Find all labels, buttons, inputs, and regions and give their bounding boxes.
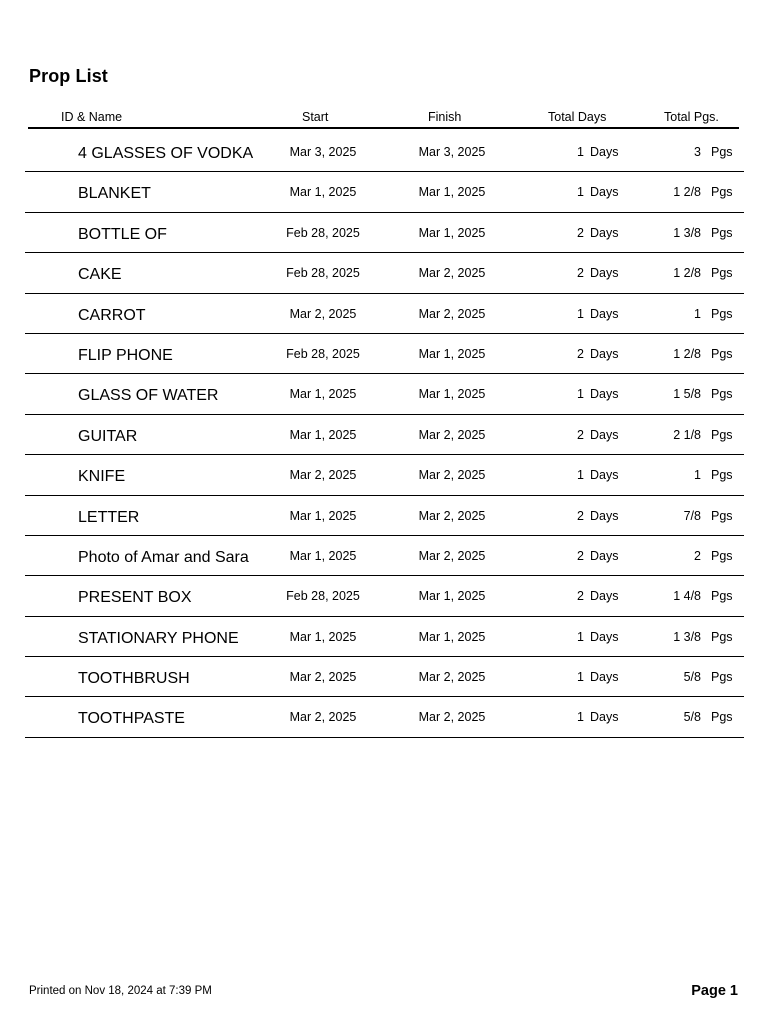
- table-row: [25, 132, 744, 172]
- total-pages: 1 3/8: [673, 629, 701, 644]
- prop-name: STATIONARY PHONE: [78, 629, 239, 647]
- total-days: 1: [577, 185, 584, 200]
- column-header-finish: Finish: [428, 110, 462, 124]
- prop-name: TOOTHPASTE: [78, 710, 185, 728]
- table-header: [28, 108, 739, 129]
- finish-date: Mar 1, 2025: [418, 589, 486, 604]
- days-unit: Days: [590, 266, 619, 281]
- table-row: [25, 415, 744, 455]
- pages-unit: Pgs: [711, 306, 733, 321]
- total-days: 1: [577, 670, 584, 685]
- total-pages: 1 2/8: [673, 185, 701, 200]
- prop-name: FLIP PHONE: [78, 346, 173, 364]
- table-row: [25, 455, 744, 495]
- table-row: [25, 496, 744, 536]
- total-days: 1: [577, 306, 584, 321]
- start-date: Feb 28, 2025: [286, 225, 360, 240]
- total-days: 1: [577, 145, 584, 159]
- finish-date: Mar 1, 2025: [418, 629, 486, 644]
- table-row: [25, 253, 744, 293]
- start-date: Mar 2, 2025: [289, 468, 357, 483]
- column-header-name: ID & Name: [61, 110, 123, 124]
- finish-date: Mar 2, 2025: [418, 548, 486, 563]
- start-date: Mar 2, 2025: [289, 710, 357, 725]
- pages-unit: Pgs: [711, 427, 733, 442]
- prop-name: CAKE: [78, 266, 122, 284]
- column-header-total-days: Total Days: [548, 110, 607, 124]
- total-pages: 1 4/8: [673, 589, 701, 604]
- start-date: Mar 1, 2025: [289, 508, 357, 523]
- page-number: Page 1: [691, 983, 738, 999]
- days-unit: Days: [590, 145, 619, 159]
- total-pages: 7/8: [683, 508, 701, 523]
- total-pages: 3: [694, 145, 701, 159]
- finish-date: Mar 2, 2025: [418, 427, 486, 442]
- total-pages: 5/8: [683, 710, 701, 725]
- total-days: 2: [577, 508, 584, 523]
- pages-unit: Pgs: [711, 589, 733, 604]
- total-pages: 1: [694, 468, 701, 483]
- days-unit: Days: [590, 629, 619, 644]
- finish-date: Mar 2, 2025: [418, 468, 486, 483]
- days-unit: Days: [590, 670, 619, 685]
- finish-date: Mar 2, 2025: [418, 670, 486, 685]
- pages-unit: Pgs: [711, 145, 733, 159]
- total-pages: 1 3/8: [673, 225, 701, 240]
- total-pages: 2: [694, 548, 701, 563]
- table-row: [25, 657, 744, 697]
- total-pages: 1 2/8: [673, 266, 701, 281]
- start-date: Mar 1, 2025: [289, 548, 357, 563]
- days-unit: Days: [590, 710, 619, 725]
- prop-name: 4 GLASSES OF VODKA: [78, 145, 254, 162]
- days-unit: Days: [590, 346, 619, 361]
- prop-name: LETTER: [78, 508, 140, 526]
- column-header-total-pgs: Total Pgs.: [664, 110, 719, 124]
- page-title: Prop List: [29, 66, 108, 86]
- prop-name: CARROT: [78, 306, 146, 324]
- total-days: 1: [577, 710, 584, 725]
- finish-date: Mar 1, 2025: [418, 225, 486, 240]
- table-row: [25, 617, 744, 657]
- prop-name: PRESENT BOX: [78, 589, 192, 607]
- start-date: Feb 28, 2025: [286, 589, 360, 604]
- finish-date: Mar 2, 2025: [418, 306, 486, 321]
- days-unit: Days: [590, 589, 619, 604]
- finish-date: Mar 1, 2025: [418, 346, 486, 361]
- total-days: 2: [577, 548, 584, 563]
- column-header-start: Start: [302, 110, 329, 124]
- total-pages: 1 5/8: [673, 387, 701, 402]
- pages-unit: Pgs: [711, 629, 733, 644]
- days-unit: Days: [590, 225, 619, 240]
- pages-unit: Pgs: [711, 468, 733, 483]
- finish-date: Mar 1, 2025: [418, 387, 486, 402]
- total-pages: 5/8: [683, 670, 701, 685]
- printed-timestamp: Printed on Nov 18, 2024 at 7:39 PM: [29, 985, 212, 997]
- total-days: 1: [577, 629, 584, 644]
- finish-date: Mar 2, 2025: [418, 710, 486, 725]
- prop-name: GLASS OF WATER: [78, 387, 219, 405]
- days-unit: Days: [590, 185, 619, 200]
- total-days: 2: [577, 346, 584, 361]
- table-row: [25, 374, 744, 414]
- table-row: [25, 697, 744, 737]
- prop-name: Photo of Amar and Sara: [78, 548, 249, 566]
- start-date: Mar 3, 2025: [289, 145, 357, 159]
- days-unit: Days: [590, 508, 619, 523]
- pages-unit: Pgs: [711, 710, 733, 725]
- prop-name: GUITAR: [78, 427, 138, 445]
- total-days: 2: [577, 427, 584, 442]
- start-date: Feb 28, 2025: [286, 266, 360, 281]
- table-row: [25, 172, 744, 212]
- start-date: Mar 1, 2025: [289, 185, 357, 200]
- pages-unit: Pgs: [711, 346, 733, 361]
- table-row: [25, 536, 744, 576]
- finish-date: Mar 3, 2025: [418, 145, 486, 159]
- finish-date: Mar 2, 2025: [418, 508, 486, 523]
- days-unit: Days: [590, 427, 619, 442]
- table-row: [25, 576, 744, 616]
- pages-unit: Pgs: [711, 508, 733, 523]
- pages-unit: Pgs: [711, 266, 733, 281]
- total-days: 1: [577, 468, 584, 483]
- total-pages: 2 1/8: [673, 427, 701, 442]
- table-row: [25, 294, 744, 334]
- total-pages: 1 2/8: [673, 346, 701, 361]
- start-date: Mar 1, 2025: [289, 427, 357, 442]
- prop-name: BOTTLE OF: [78, 225, 167, 243]
- start-date: Mar 1, 2025: [289, 629, 357, 644]
- prop-name: TOOTHBRUSH: [78, 670, 190, 688]
- pages-unit: Pgs: [711, 185, 733, 200]
- start-date: Mar 2, 2025: [289, 670, 357, 685]
- table-row: [25, 334, 744, 374]
- pages-unit: Pgs: [711, 387, 733, 402]
- days-unit: Days: [590, 306, 619, 321]
- finish-date: Mar 2, 2025: [418, 266, 486, 281]
- days-unit: Days: [590, 387, 619, 402]
- finish-date: Mar 1, 2025: [418, 185, 486, 200]
- start-date: Mar 1, 2025: [289, 387, 357, 402]
- days-unit: Days: [590, 548, 619, 563]
- total-days: 1: [577, 387, 584, 402]
- total-days: 2: [577, 266, 584, 281]
- total-days: 2: [577, 589, 584, 604]
- start-date: Feb 28, 2025: [286, 346, 360, 361]
- pages-unit: Pgs: [711, 670, 733, 685]
- total-days: 2: [577, 225, 584, 240]
- pages-unit: Pgs: [711, 225, 733, 240]
- pages-unit: Pgs: [711, 548, 733, 563]
- prop-name: KNIFE: [78, 468, 126, 486]
- prop-name: BLANKET: [78, 185, 151, 203]
- days-unit: Days: [590, 468, 619, 483]
- total-pages: 1: [694, 306, 701, 321]
- prop-table: [25, 132, 744, 738]
- table-row: [25, 213, 744, 253]
- start-date: Mar 2, 2025: [289, 306, 357, 321]
